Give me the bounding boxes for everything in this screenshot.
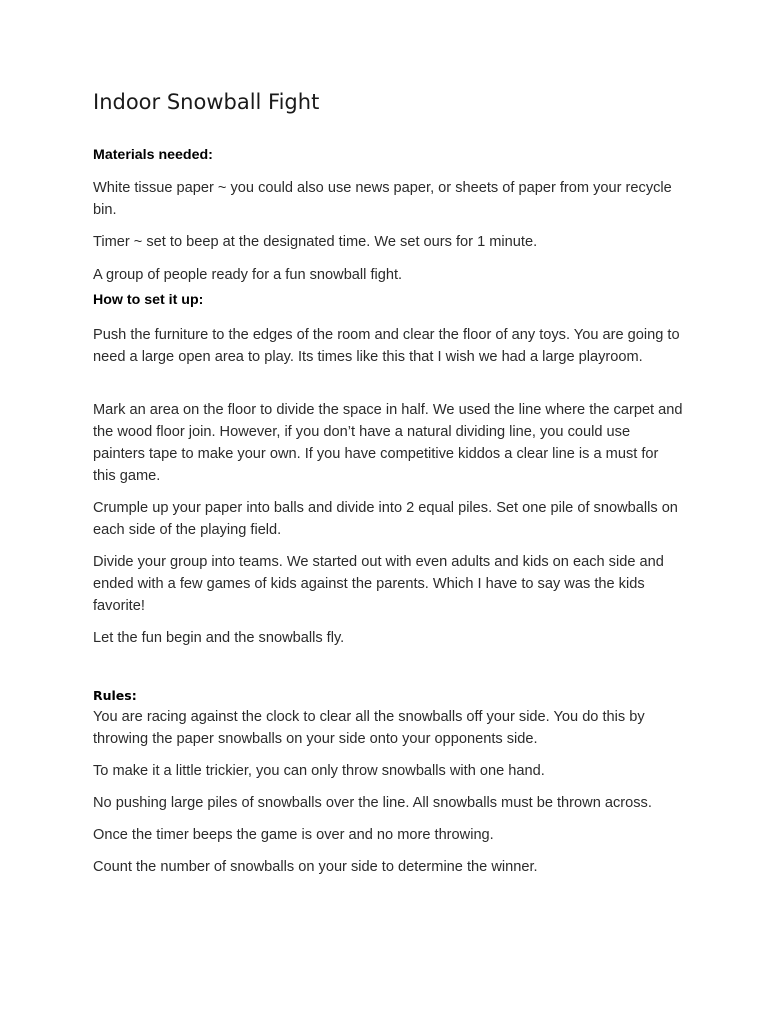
setup-paragraph: Let the fun begin and the snowballs fly. (93, 630, 345, 646)
rules-paragraph: To make it a little trickier, you can only throw snowballs with one hand. (93, 763, 545, 779)
rules-paragraph: Count the number of snowballs on your side to determine the winner. (93, 859, 538, 875)
materials-item: A group of people ready for a fun snowball fight. (93, 267, 403, 283)
materials-item: Timer ~ set to beep at the designated time. We set ours for 1 minute. (93, 234, 538, 250)
rules-paragraph: Once the timer beeps the game is over and no more throwing. (93, 827, 494, 843)
document-title: Indoor Snowball Fight (93, 90, 320, 114)
materials-item: White tissue paper ~ you could also use news paper, or sheets of paper from your recycle bin. (93, 180, 672, 218)
rules-heading: Rules: (93, 688, 137, 703)
setup-paragraph: Push the furniture to the edges of the room and clear the floor of any toys. You are going to need a large open area to play. Its times like this that I wish we had a large playroom. (93, 327, 680, 365)
setup-paragraph: Divide your group into teams. We started out with even adults and kids on each side and ended with a few games of kids against the parents. Which I have to say was the kids favorite! (93, 554, 664, 614)
setup-heading: How to set it up: (93, 292, 204, 308)
materials-heading: Materials needed: (93, 147, 213, 163)
setup-paragraph: Mark an area on the floor to divide the space in half. We used the line where the carpet and the wood floor join. However, if you don’t have a natural dividing line, you could use painters tape to make your own. If you have competitive kiddos a clear line is a must for this game. (93, 402, 683, 484)
rules-paragraph: No pushing large piles of snowballs over the line. All snowballs must be thrown across. (93, 795, 652, 811)
setup-paragraph: Crumple up your paper into balls and divide into 2 equal piles. Set one pile of snowballs on each side of the playing field. (93, 500, 678, 538)
rules-paragraph: You are racing against the clock to clear all the snowballs off your side. You do this by throwing the paper snowballs on your side onto your opponents side. (93, 709, 645, 747)
